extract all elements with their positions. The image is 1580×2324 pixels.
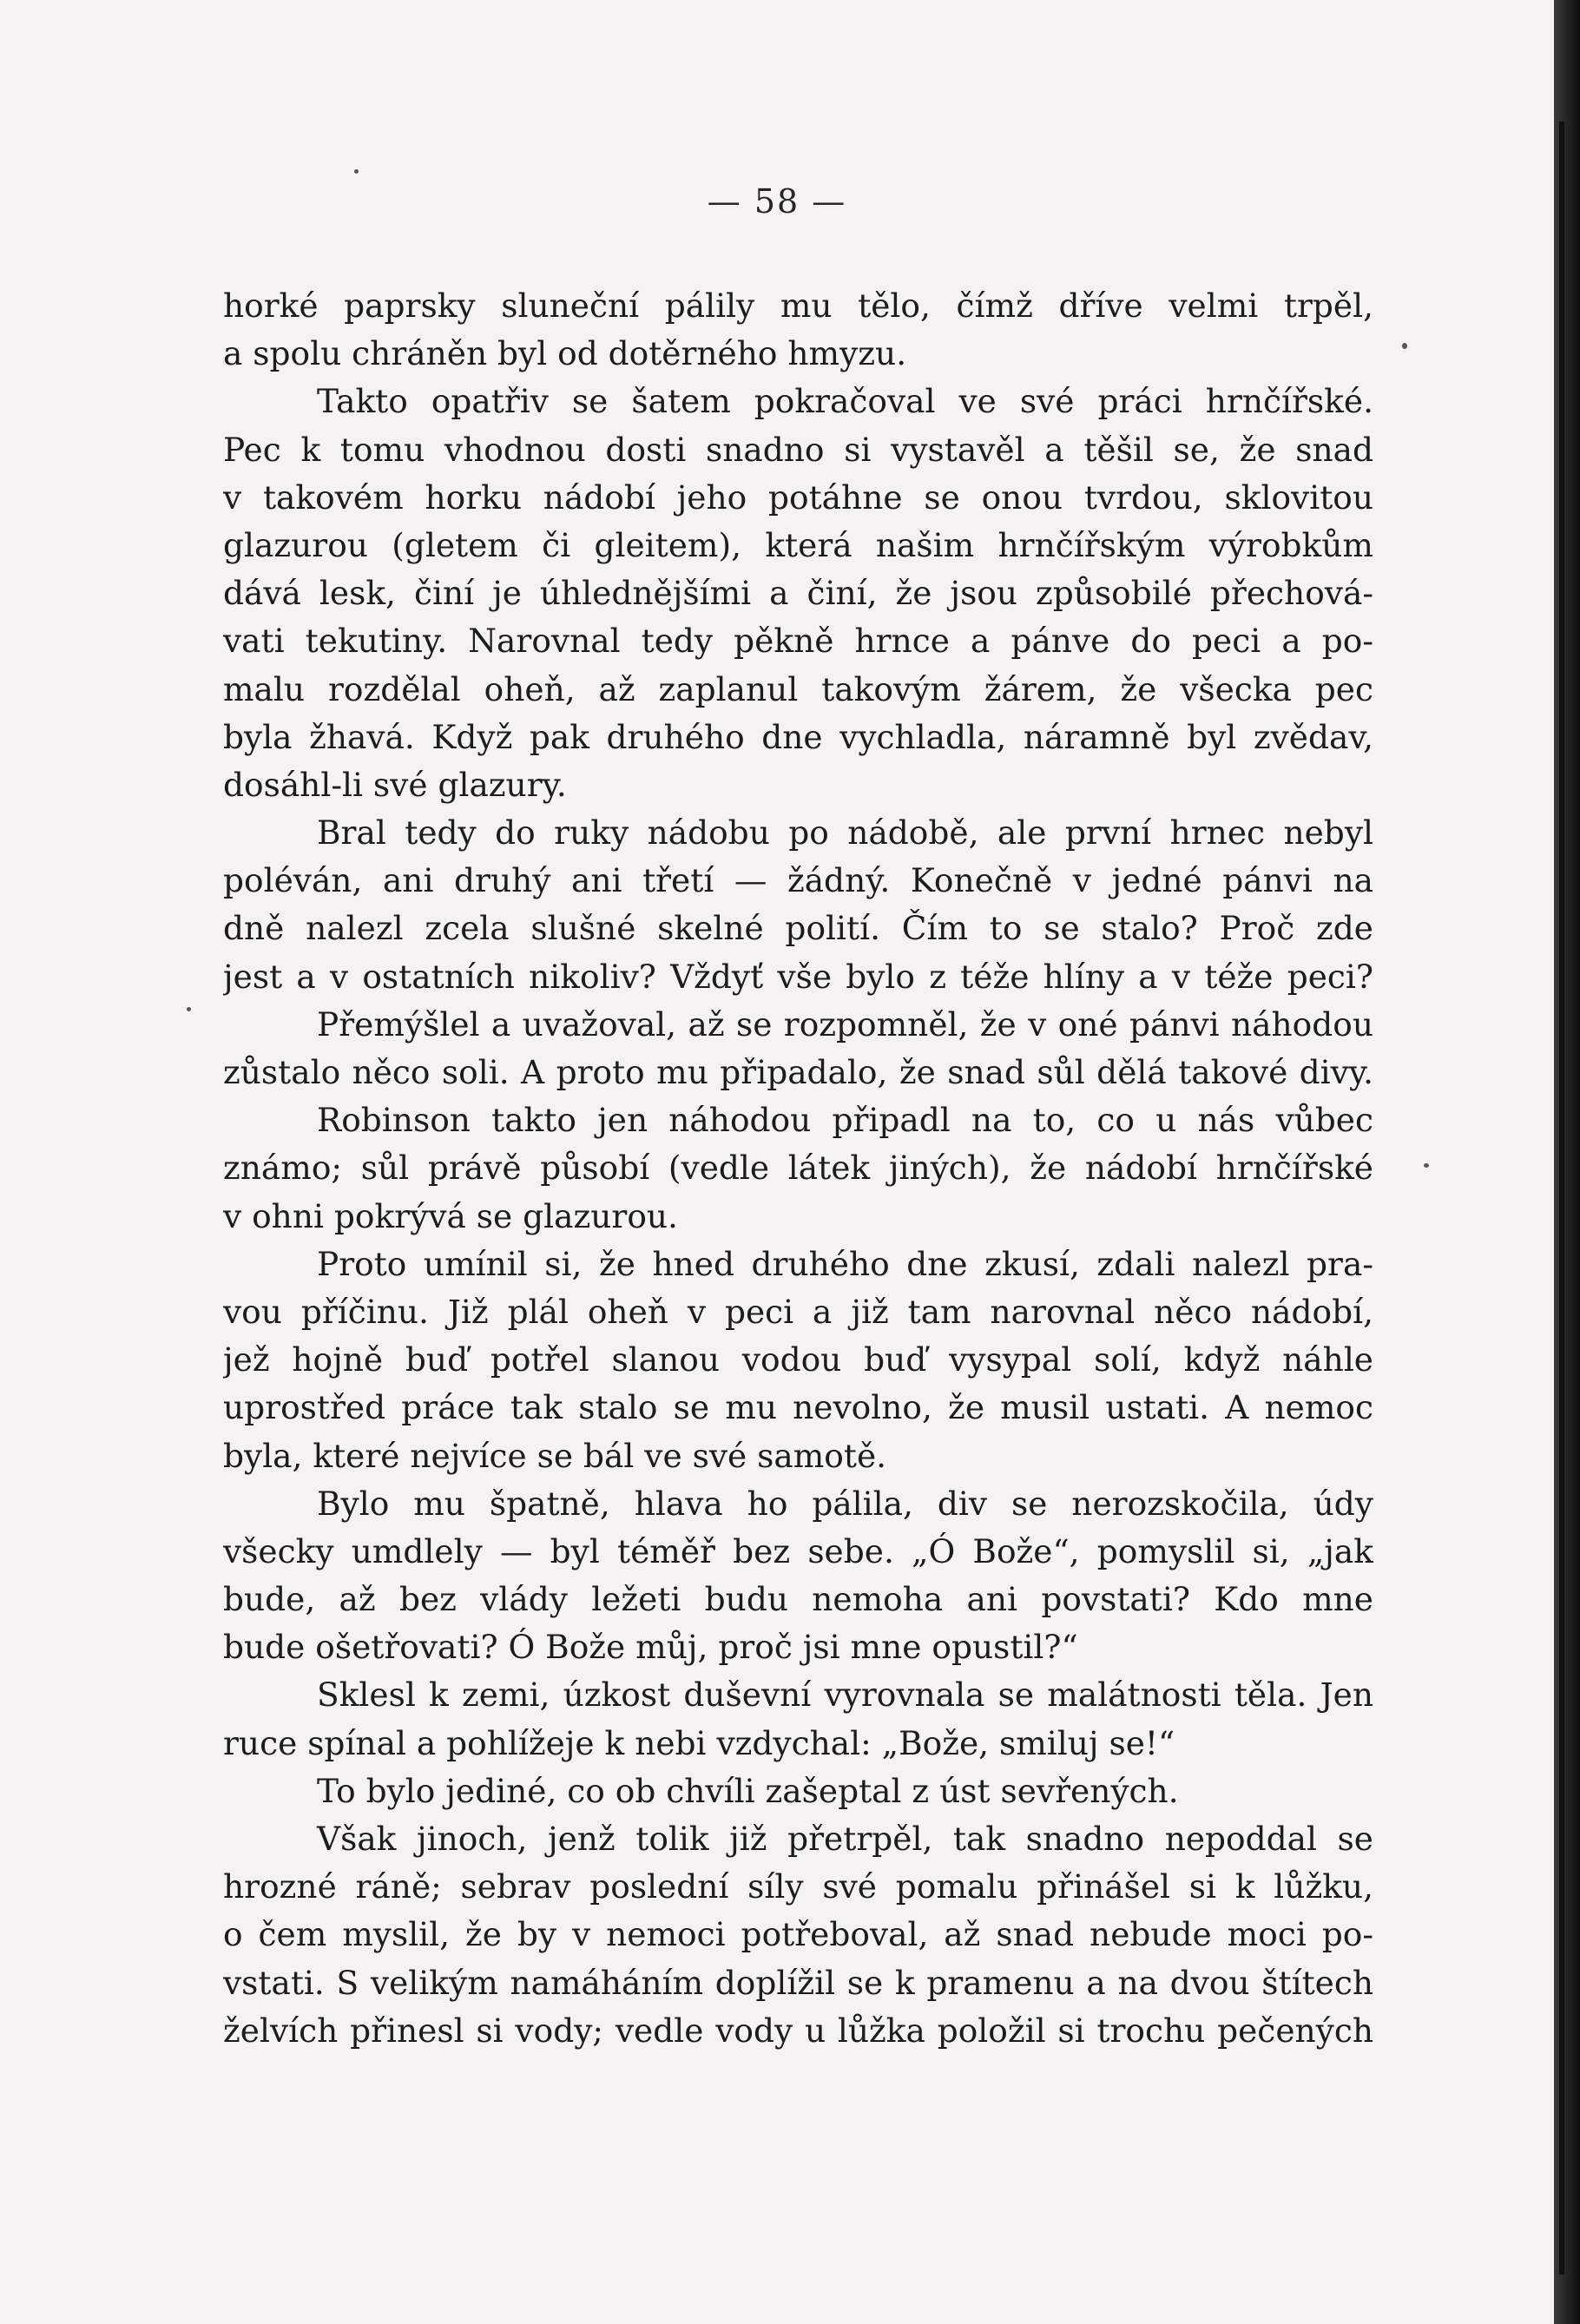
scan-speck [1402, 343, 1407, 349]
text-line: a spolu chráněn byl od dotěrného hmyzu. [223, 334, 907, 373]
text-line: uprostřed práce tak stalo se mu nevolno, že musil ustati. A nemoc [223, 1388, 1373, 1427]
text-line: želvích přinesl si vody; vedle vody u lůžka položil si trochu pečených [223, 2011, 1373, 2050]
text-line: jest a v ostatních nikoliv? Vždyť vše bylo z téže hlíny a v téže peci? [223, 957, 1373, 996]
text-line: vati tekutiny. Narovnal tedy pěkně hrnce a pánve do peci a po- [223, 622, 1373, 661]
text-line: horké paprsky sluneční pálily mu tělo, čímž dříve velmi trpěl, [223, 286, 1373, 325]
text-line: Sklesl k zemi, úzkost duševní vyrovnala se malátnosti těla. Jen [317, 1676, 1373, 1715]
text-line: dává lesk, činí je úhlednějšími a činí, že jsou způsobilé přechová- [223, 574, 1373, 613]
text-line: byla, které nejvíce se bál ve své samotě. [223, 1436, 887, 1475]
text-line: ruce spínal a pohlížeje k nebi vzdychal: „Bože, smiluj se!“ [223, 1723, 1175, 1762]
text-line: zůstalo něco soli. A proto mu připadalo, že snad sůl dělá takové divy. [223, 1053, 1373, 1091]
text-line: známo; sůl právě působí (vedle látek jiných), že nádobí hrnčířské [223, 1149, 1373, 1188]
scan-edge-line [1559, 122, 1564, 2275]
body-text [223, 282, 1373, 2055]
scan-speck [1424, 1163, 1429, 1168]
scan-edge-shadow [1554, 0, 1580, 2324]
text-line: hrozné ráně; sebrav poslední síly své pomalu přinášel si k lůžku, [223, 1867, 1373, 1906]
text-line: dně nalezl zcela slušné skelné polití. Čím to se stalo? Proč zde [223, 909, 1373, 948]
text-line: o čem myslil, že by v nemoci potřeboval, až snad nebude moci po- [223, 1915, 1373, 1954]
text-line: Bral tedy do ruky nádobu po nádobě, ale první hrnec nebyl [317, 813, 1373, 853]
text-line: bude ošetřovati? Ó Bože můj, proč jsi mne opustil?“ [223, 1628, 1078, 1667]
text-line: jež hojně buď potřel slanou vodou buď vysypal solí, když náhle [223, 1340, 1373, 1379]
text-line: dosáhl-li své glazury. [223, 765, 567, 804]
text-line: Však jinoch, jenž tolik již přetrpěl, tak snadno nepoddal se [317, 1820, 1373, 1858]
text-line: Proto umínil si, že hned druhého dne zkusí, zdali nalezl pra- [317, 1244, 1373, 1283]
text-line: Robinson takto jen náhodou připadl na to, co u nás vůbec [317, 1101, 1373, 1140]
text-line: To bylo jediné, co ob chvíli zašeptal z úst sevřených. [317, 1771, 1179, 1810]
text-line: vstati. S velikým namáháním doplížil se k pramenu a na dvou štítech [223, 1963, 1373, 2002]
text-line: v ohni pokrývá se glazurou. [223, 1196, 678, 1235]
scan-speck [187, 1007, 191, 1011]
text-line: byla žhavá. Když pak druhého dne vychladla, náramně byl zvědav, [223, 717, 1373, 756]
text-line: Pec k tomu vhodnou dosti snadno si vystavěl a těšil se, že snad [223, 430, 1373, 469]
scan-speck [354, 169, 359, 174]
text-line: poléván, ani druhý ani třetí — žádný. Konečně v jedné pánvi na [223, 861, 1373, 900]
text-line: v takovém horku nádobí jeho potáhne se onou tvrdou, sklovitou [223, 477, 1373, 517]
text-line: glazurou (gletem či gleitem), která našim hrnčířským výrobkům [223, 525, 1373, 564]
text-line: Takto opatřiv se šatem pokračoval ve své práci hrnčířské. [317, 382, 1373, 421]
text-line: všecky umdlely — byl téměř bez sebe. „Ó Bože“, pomyslil si, „jak [223, 1531, 1373, 1570]
text-line: vou příčinu. Již plál oheň v peci a již tam narovnal něco nádobí, [223, 1292, 1373, 1331]
text-line: malu rozdělal oheň, až zaplanul takovým žárem, že všecka pec [223, 669, 1373, 708]
page-number: — 58 — [707, 182, 847, 221]
text-line: Bylo mu špatně, hlava ho pálila, div se nerozskočila, údy [317, 1484, 1373, 1523]
text-line: Přemýšlel a uvažoval, až se rozpomněl, že v oné pánvi náhodou [317, 1004, 1373, 1043]
text-line: bude, až bez vlády ležeti budu nemoha ani povstati? Kdo mne [223, 1580, 1373, 1619]
